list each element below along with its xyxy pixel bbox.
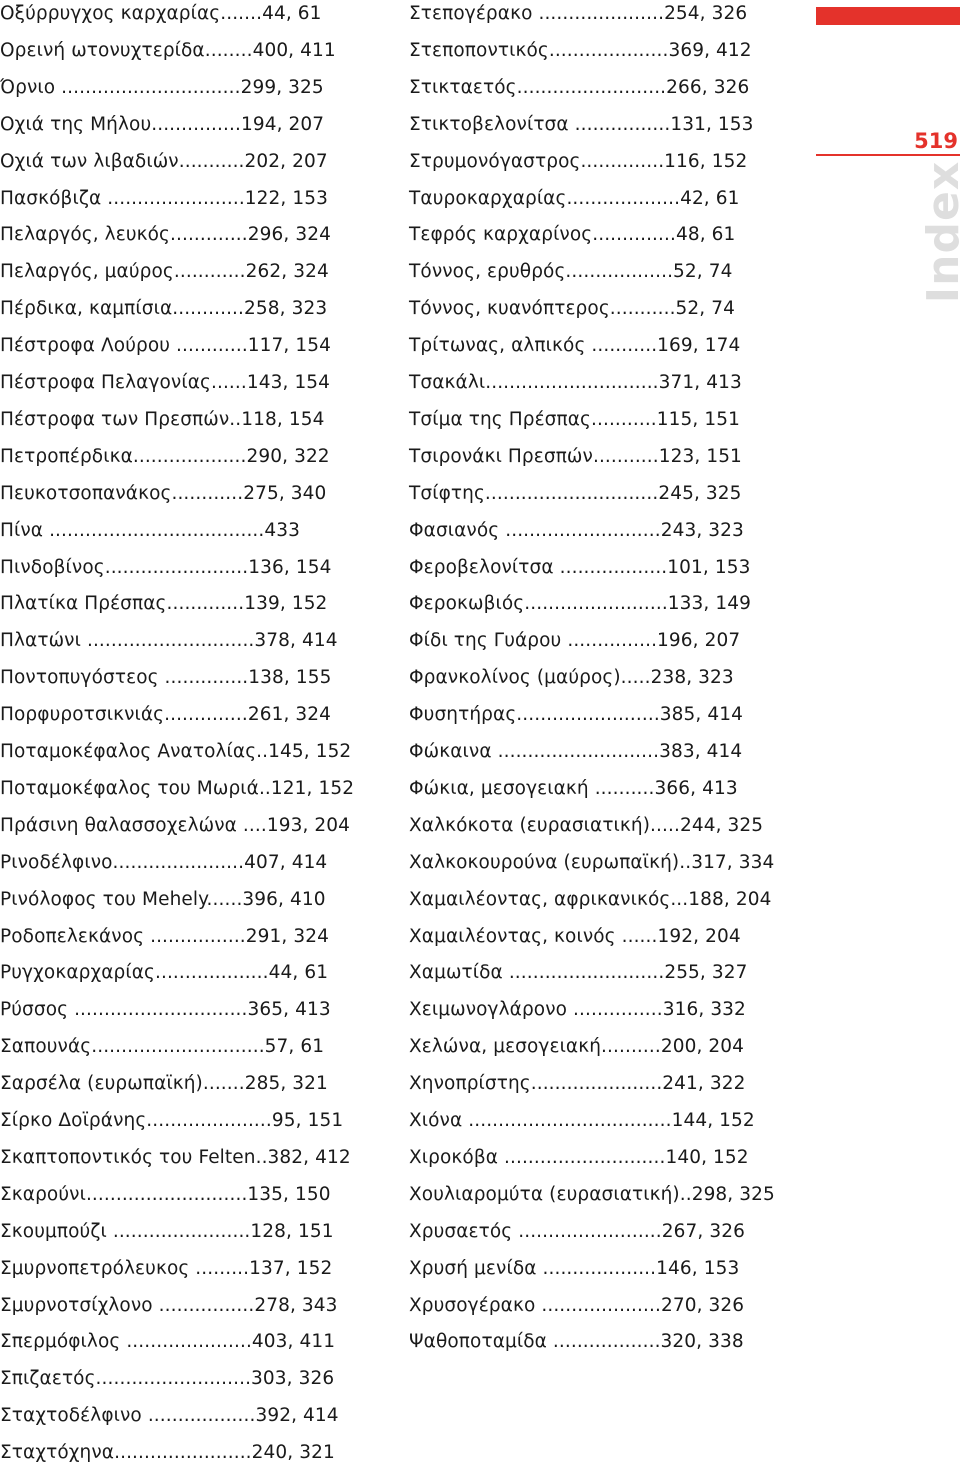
index-entry: Σκουμπούζι .......................128, 151 [0, 1220, 334, 1242]
index-entry: Ρυγχοκαρχαρίας...................44, 61 [0, 962, 329, 984]
index-entry: Σπιζαετός..........................303, 326 [0, 1368, 335, 1390]
index-entry: Φρανκολίνος (μαύρος).....238, 323 [409, 667, 734, 689]
index-entry: Στικτοβελονίτσα ................131, 153 [409, 113, 754, 135]
index-entry: Χουλιαρομύτα (ευρασιατική)..298, 325 [409, 1183, 775, 1205]
index-entry: Πετροπέρδικα...................290, 322 [0, 445, 330, 467]
index-entry: Φεροβελονίτσα ..................101, 153 [409, 556, 751, 578]
index-entry: Σίρκο Δοϊράνης.....................95, 151 [0, 1110, 344, 1131]
index-entry: Φυσητήρας........................385, 414 [409, 704, 743, 726]
index-entry: Χηνοπρίστης......................241, 322 [409, 1073, 746, 1095]
section-label: Index [918, 160, 969, 304]
index-entry: Χαλκοκουρούνα (ευρωπαϊκή)..317, 334 [409, 851, 775, 873]
index-entry: Πέστροφα των Πρεσπών..118, 154 [0, 408, 325, 430]
index-entry: Σπερμόφιλος .....................403, 411 [0, 1331, 336, 1353]
index-entry: Τσίφτης.............................245, 325 [409, 482, 742, 504]
index-entry: Χιόνα ..................................144, 152 [409, 1110, 755, 1131]
index-entry: Ορεινή ωτονυχτερίδα........400, 411 [0, 39, 336, 61]
index-entry: Πέστροφα Πελαγονίας......143, 154 [0, 372, 331, 393]
index-entry: Ψαθοποταμίδα ..................320, 338 [409, 1331, 744, 1353]
index-entry: Φίδι της Γυάρου ...............196, 207 [409, 630, 741, 652]
index-entry: Ποταμοκέφαλος Ανατολίας..145, 152 [0, 741, 352, 762]
index-entry: Σκαρούνι...........................135, 150 [0, 1183, 331, 1205]
index-entry: Σκαπτοποντικός του Felten..382, 412 [0, 1146, 351, 1168]
index-entry: Τεφρός καρχαρίνος..............48, 61 [409, 224, 736, 246]
index-entry: Χελώνα, μεσογειακή..........200, 204 [409, 1036, 745, 1058]
index-entry: Ρύσσος .............................365, 413 [0, 999, 331, 1021]
page-number: 519 [914, 129, 958, 153]
index-entry: Χαλκόκοτα (ευρασιατική).....244, 325 [409, 814, 764, 836]
index-entry: Πευκοτσοπανάκος............275, 340 [0, 482, 327, 504]
index-entry: Ρινόλοφος του Mehely......396, 410 [0, 888, 326, 910]
index-entry: Χειμωνογλάρονο ...............316, 332 [409, 999, 746, 1021]
index-entry: Χιροκόβα ...........................140, 152 [409, 1146, 749, 1168]
index-entry: Χαμαιλέοντας, κοινός ......192, 204 [409, 925, 741, 947]
index-entry: Πινδοβίνος........................136, 154 [0, 556, 332, 578]
index-entry: Πλατίκα Πρέσπας.............139, 152 [0, 593, 328, 615]
index-entry: Σμυρνοπετρόλευκος .........137, 152 [0, 1257, 333, 1279]
index-entry: Φασιανός ..........................243, 323 [409, 519, 744, 541]
index-entry: Ρινοδέλφινο......................407, 414 [0, 851, 328, 873]
index-entry: Φώκαινα ...........................383, 414 [409, 741, 743, 762]
index-entry: Πελαργός, μαύρος............262, 324 [0, 261, 329, 283]
index-entry: Σταχτοδέλφινο ..................392, 414 [0, 1405, 339, 1427]
index-entry: Φώκια, μεσογειακή ..........366, 413 [409, 777, 738, 799]
index-entry: Τσακάλι.............................371, 413 [409, 372, 742, 393]
index-entry: Σαρσέλα (ευρωπαϊκή).......285, 321 [0, 1073, 328, 1095]
index-entry: Ποταμοκέφαλος του Μωριά..121, 152 [0, 777, 355, 799]
index-entry: Χαμαιλέοντας, αφρικανικός...188, 204 [409, 888, 772, 910]
index-entry: Πασκόβιζα .......................122, 153 [0, 187, 328, 209]
index-entry: Τσίμα της Πρέσπας...........115, 151 [409, 408, 740, 430]
index-entry: Πέστροφα Λούρου ............117, 154 [0, 335, 331, 357]
index-entry: Πίνα ....................................433 [0, 519, 300, 541]
index-entry: Στρυμονόγαστρος..............116, 152 [409, 150, 748, 172]
index-entry: Ταυροκαρχαρίας...................42, 61 [409, 187, 740, 209]
index-entry: Όρνιο ..............................299, 325 [0, 76, 324, 98]
index-entry: Πέρδικα, καμπίσια............258, 323 [0, 298, 328, 320]
index-entry: Σαπουνάς.............................57, 61 [0, 1036, 325, 1058]
index-entry: Οξύρρυγχος καρχαρίας.......44, 61 [0, 3, 322, 24]
index-entry: Τόννος, κυανόπτερος...........52, 74 [409, 298, 736, 320]
index-entry: Πράσινη θαλασσοχελώνα ....193, 204 [0, 814, 351, 836]
header-red-bar [816, 7, 960, 25]
index-entry: Τόννος, ερυθρός..................52, 74 [409, 261, 733, 283]
index-entry: Σταχτόχηνα.......................240, 321 [0, 1442, 335, 1464]
index-entry: Ροδοπελεκάνος ................291, 324 [0, 925, 329, 947]
index-entry: Ποντοπυγόστεος ..............138, 155 [0, 667, 332, 689]
index-entry: Τσιρονάκι Πρεσπών...........123, 151 [409, 445, 742, 467]
index-entry: Σμυρνοτσίχλονο ................278, 343 [0, 1294, 338, 1316]
index-entry: Χρυσογέρακο ....................270, 326 [409, 1294, 745, 1316]
index-entry: Τρίτωνας, αλπικός ...........169, 174 [409, 335, 741, 357]
index-entry: Χρυσή μενίδα ...................146, 153 [409, 1257, 740, 1279]
index-entry: Πορφυροτσικνιάς..............261, 324 [0, 704, 332, 726]
page-number-rule [816, 154, 960, 156]
index-entry: Χρυσαετός ........................267, 326 [409, 1220, 745, 1242]
index-entry: Πλατώνι ............................378, 414 [0, 630, 338, 652]
index-entry: Πελαργός, λευκός.............296, 324 [0, 224, 331, 246]
index-entry: Στεποποντικός....................369, 412 [409, 39, 752, 61]
index-entry: Χαμωτίδα ..........................255, 327 [409, 962, 748, 984]
index-entry: Οχιά των λιβαδιών...........202, 207 [0, 150, 328, 172]
index-entry: Φεροκωβιός........................133, 149 [409, 593, 751, 615]
index-entry: Οχιά της Μήλου...............194, 207 [0, 113, 325, 135]
index-entry: Στικταετός.........................266, 326 [409, 76, 750, 98]
index-entry: Στεπογέρακο .....................254, 326 [409, 3, 748, 24]
